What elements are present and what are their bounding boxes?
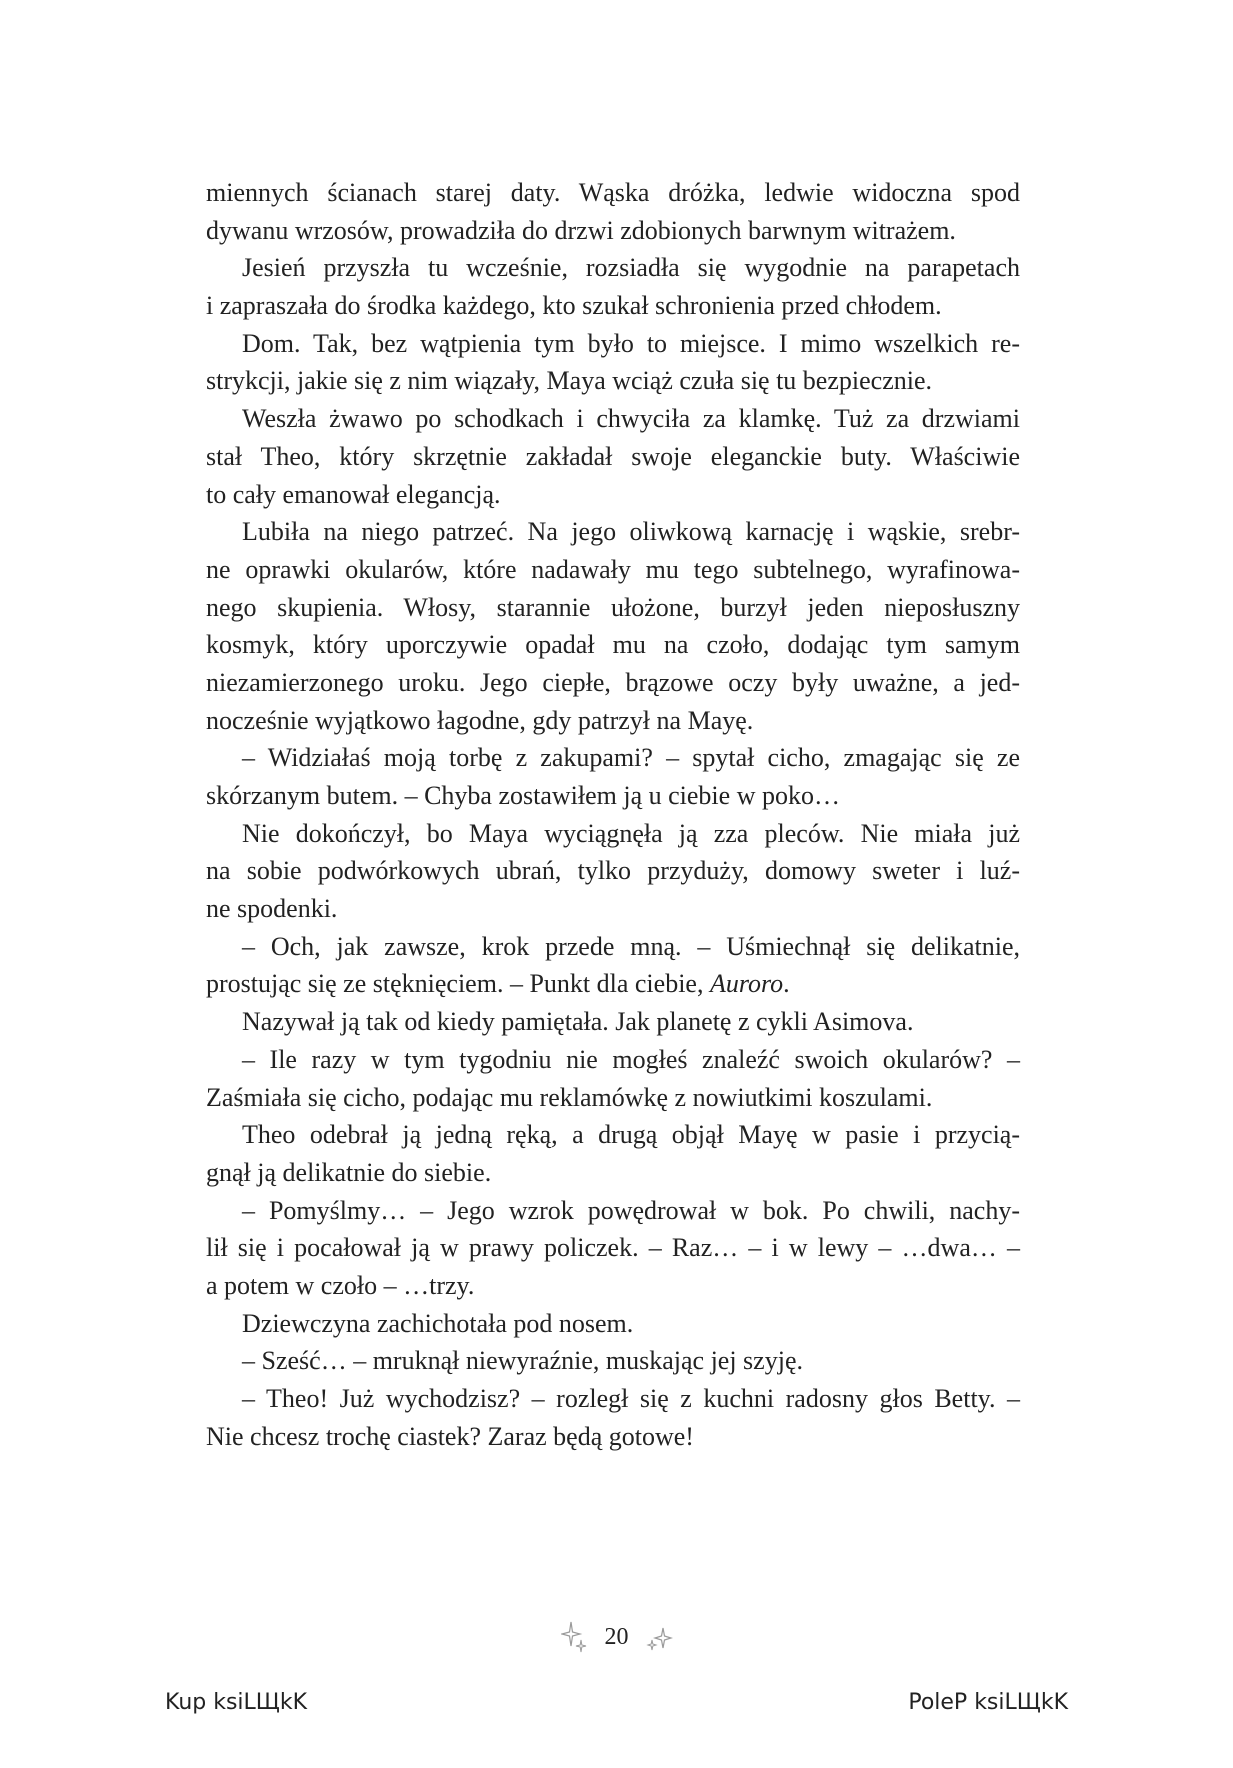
text-segment: . — [783, 969, 790, 999]
text-line: Nazywał ją tak od kiedy pamiętała. Jak planetę z cykli Asimova. — [242, 1007, 914, 1037]
text-line: i zapraszała do środka każdego, kto szukał schronienia przed chłodem. — [206, 291, 942, 321]
text-line: Theo odebrał ją jedną ręką, a drugą objął Mayę w pasie i przycią- — [242, 1120, 1020, 1150]
text-line: to cały emanował elegancją. — [206, 479, 501, 509]
text-line: stał Theo, który skrzętnie zakładał swoje eleganckie buty. Właściwie — [206, 441, 1020, 471]
text-line: dywanu wrzosów, prowadziła do drzwi zdobionych barwnym witrażem. — [206, 215, 956, 245]
text-line: Zaśmiała się cicho, podając mu reklamówkę z nowiutkimi koszulami. — [206, 1082, 933, 1112]
text-line: nocześnie wyjątkowo łagodne, gdy patrzył na Mayę. — [206, 705, 754, 735]
text-line: strykcji, jakie się z nim wiązały, Maya wciąż czuła się tu bezpiecznie. — [206, 366, 932, 396]
recommend-book-link[interactable]: PoleP ksiLЩkK — [908, 1690, 1068, 1715]
text-line: Jesień przyszła tu wcześnie, rozsiadła się wygodnie na parapetach — [242, 253, 1020, 283]
text-line: Nie chcesz trochę ciastek? Zaraz będą gotowe! — [206, 1421, 694, 1451]
buy-book-link[interactable]: Kup ksiLЩkK — [165, 1690, 308, 1715]
text-line: Dziewczyna zachichotała pod nosem. — [242, 1308, 634, 1338]
text-line: – Widziałaś moją torbę z zakupami? – spytał cicho, zmagając się ze — [242, 743, 1020, 773]
text-line: – Och, jak zawsze, krok przede mną. – Uśmiechnął się delikatnie, — [242, 931, 1020, 961]
text-line: – Sześć… – mruknął niewyraźnie, muskając jej szyję. — [242, 1346, 803, 1376]
text-line: gnął ją delikatnie do siebie. — [206, 1157, 492, 1187]
text-line: skórzanym butem. – Chyba zostawiłem ją u ciebie w poko… — [206, 781, 840, 810]
text-line: ne oprawki okularów, które nadawały mu tego subtelnego, wyrafinowa- — [206, 554, 1020, 584]
text-line: lił się i pocałował ją w prawy policzek. – Raz… – i w lewy – …dwa… – — [206, 1233, 1020, 1263]
text-line: ne spodenki. — [206, 894, 338, 924]
text-line: na sobie podwórkowych ubrań, tylko przyduży, domowy sweter i luź- — [206, 856, 1020, 886]
text-line: miennych ścianach starej daty. Wąska dróżka, ledwie widoczna spod — [206, 178, 1020, 207]
text-line: – Theo! Już wychodzisz? – rozległ się z kuchni radosny głos Betty. – — [242, 1384, 1020, 1413]
text-line — [206, 965, 1020, 1003]
text-line: Nie dokończył, bo Maya wyciągnęła ją zza pleców. Nie miała już — [242, 818, 1020, 848]
page-body — [206, 174, 1020, 1455]
text-segment: prostując się ze stęknięciem. – Punkt dla ciebie, — [206, 969, 710, 999]
text-line: Dom. Tak, bez wątpienia tym było to miejsce. I mimo wszelkich re- — [242, 328, 1020, 358]
page-number: 20 — [604, 1623, 629, 1650]
page-number-area — [0, 1620, 1233, 1654]
text-line: Weszła żwawo po schodkach i chwyciła za klamkę. Tuż za drzwiami — [242, 404, 1020, 434]
sparkle-icon — [561, 1620, 589, 1654]
sparkle-icon — [645, 1620, 673, 1654]
italic-name: Auroro — [709, 969, 784, 999]
text-line: – Pomyślmy… – Jego wzrok powędrował w bok. Po chwili, nachy- — [242, 1195, 1020, 1225]
text-line: – Ile razy w tym tygodniu nie mogłeś znaleźć swoich okularów? – — [242, 1044, 1020, 1074]
text-line: Lubiła na niego patrzeć. Na jego oliwkową karnację i wąskie, srebr- — [242, 517, 1020, 547]
text-line: nego skupienia. Włosy, starannie ułożone, burzył jeden nieposłuszny — [206, 592, 1020, 622]
text-line: a potem w czoło – …trzy. — [206, 1270, 475, 1300]
text-line: kosmyk, który uporczywie opadał mu na czoło, dodając tym samym — [206, 630, 1020, 660]
text-line: niezamierzonego uroku. Jego ciepłe, brązowe oczy były uważne, a jed- — [206, 667, 1020, 697]
